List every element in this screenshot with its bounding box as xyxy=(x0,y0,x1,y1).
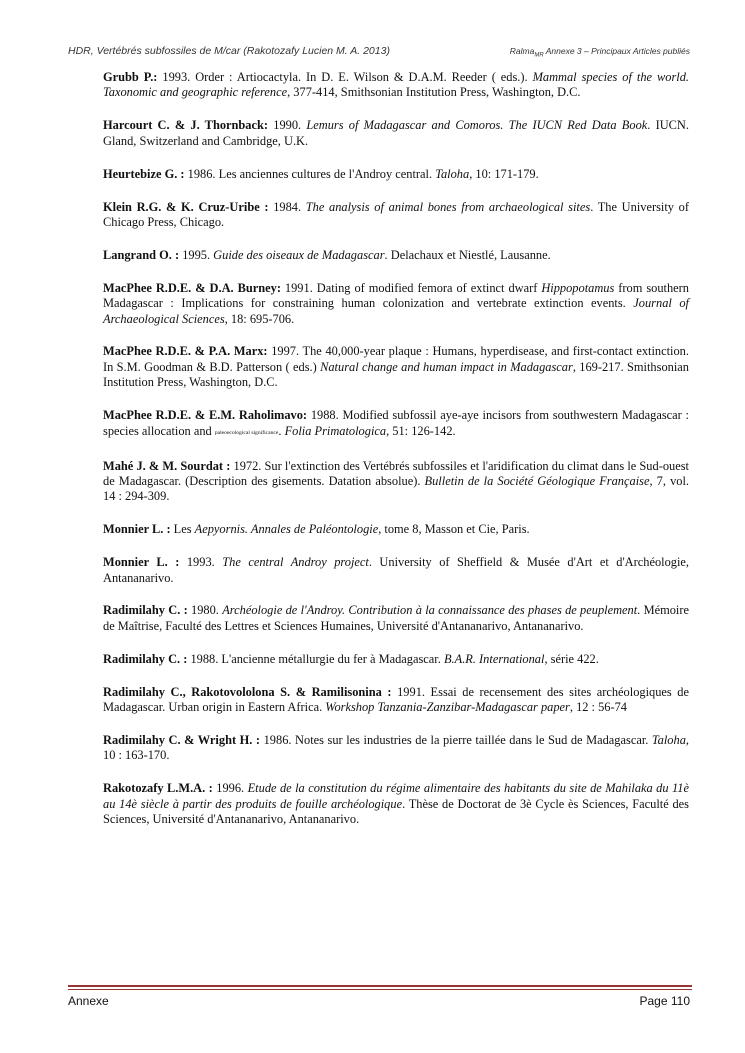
reference-text: , 18: 695-706. xyxy=(224,311,295,326)
reference-text: . xyxy=(278,423,285,438)
reference-entry xyxy=(103,408,689,441)
reference-author: Radimilahy C. & Wright H. : xyxy=(103,732,261,747)
reference-author: MacPhee R.D.E. & D.A. Burney: xyxy=(103,280,281,295)
reference-author: Radimilahy C., Rakotovololona S. & Ramilisonina : xyxy=(103,684,392,699)
reference-title: B.A.R. International xyxy=(443,651,545,666)
header-left-text: HDR, Vertébrés subfossiles de M/car (Rakotozafy Lucien M. A. 2013) xyxy=(68,45,390,57)
reference-author: Monnier L. : xyxy=(103,522,171,537)
reference-title: The central Androy project xyxy=(222,555,369,570)
reference-text: , série 422. xyxy=(544,651,599,666)
reference-entry xyxy=(103,200,689,231)
reference-entry xyxy=(103,522,689,537)
reference-text: , 10 : 163-170. xyxy=(103,732,689,763)
reference-entry xyxy=(103,459,689,505)
reference-entry xyxy=(103,781,689,827)
reference-title: Workshop Tanzania-Zanzibar-Madagascar paper xyxy=(325,700,570,715)
reference-author: Grubb P.: xyxy=(103,70,158,84)
reference-author: MacPhee R.D.E. & E.M. Raholimavo: xyxy=(103,408,308,423)
reference-text: . Delachaux et Niestlé, Lausanne. xyxy=(384,247,551,262)
reference-text: 1988. Modified subfossil aye-aye incisors from southwestern Madagascar : species allocation and xyxy=(103,408,689,438)
reference-text: , 51: 126-142. xyxy=(386,423,456,438)
reference-text: . IUCN. Gland, Switzerland and Cambridge, U.K. xyxy=(103,118,689,148)
reference-title: Natural change and human impact in Madagascar xyxy=(320,359,573,374)
reference-title: Guide des oiseaux de Madagascar xyxy=(213,247,385,262)
footer-rule-thick xyxy=(68,985,692,987)
reference-small-text: paleoecological significance xyxy=(214,429,279,436)
reference-author: Langrand O. : xyxy=(103,247,180,262)
reference-entry xyxy=(103,281,689,327)
header-right-sub: MR xyxy=(534,52,544,59)
reference-text: , tome 8, Masson et Cie, Paris. xyxy=(378,522,530,537)
reference-text: 1993. xyxy=(179,555,223,570)
reference-entry xyxy=(103,344,689,390)
header-right-pre: Ralma xyxy=(509,46,535,56)
reference-title: Etude de la constitution du régime alimentaire des habitants du site de Mahilaka du 11è au 14è siècle à partir des produits de fouille archéologique xyxy=(103,781,689,811)
footer-rule-thin xyxy=(68,989,692,990)
reference-text: , 10: 171-179. xyxy=(469,166,539,181)
header-right-post: Annexe 3 – Principaux Articles publiés xyxy=(543,46,690,56)
reference-entry xyxy=(103,118,689,149)
reference-author: Radimilahy C. : xyxy=(103,603,188,618)
reference-author: Rakotozafy L.M.A. : xyxy=(103,781,213,796)
reference-text: , 377-414, Smithsonian Institution Press, Washington, D.C. xyxy=(287,85,581,100)
reference-title: Taloha xyxy=(651,732,686,747)
reference-text: 1986. Notes sur les industries de la pierre taillée dans le Sud de Madagascar. xyxy=(260,732,652,747)
reference-entry xyxy=(103,70,689,101)
reference-entry xyxy=(103,733,689,764)
reference-author: Radimilahy C. : xyxy=(103,651,188,666)
reference-title: Hippopotamus xyxy=(541,280,615,295)
reference-title: Aepyornis. Annales de Paléontologie xyxy=(194,522,379,537)
reference-author: Monnier L. : xyxy=(103,555,180,570)
reference-text: . The University of Chicago Press, Chicago. xyxy=(103,199,689,229)
reference-title: The analysis of animal bones from archaeological sites xyxy=(305,199,591,214)
reference-author: Harcourt C. & J. Thornback: xyxy=(103,118,269,133)
reference-text: . Mémoire de Maîtrise, Faculté des Lettres et Sciences Humaines, Université d'Antananarivo, Antananarivo. xyxy=(103,603,689,633)
reference-entry xyxy=(103,652,689,667)
reference-title: Mammal species of the world. Taxonomic and geographic reference xyxy=(103,70,689,100)
reference-title: Lemurs of Madagascar and Comoros. The IUCN Red Data Book xyxy=(306,118,648,133)
reference-text: . University of Sheffield & Musée d'Art et d'Archéologie, Antananarivo. xyxy=(103,555,690,585)
reference-text: 1995. xyxy=(179,247,214,262)
reference-entry xyxy=(103,167,689,182)
reference-text: Les xyxy=(170,522,195,537)
reference-title: Taloha xyxy=(435,166,470,181)
reference-text: , 12 : 56-74 xyxy=(569,700,628,715)
reference-entry xyxy=(103,555,689,586)
reference-entry xyxy=(103,248,689,263)
reference-text: 1984. xyxy=(268,199,306,214)
page-number: Page 110 xyxy=(639,994,690,1008)
reference-text: 1993. Order : Artiocactyla. In D. E. Wilson & D.A.M. Reeder ( eds.). xyxy=(157,70,533,84)
reference-entry xyxy=(103,685,689,716)
reference-author: Klein R.G. & K. Cruz-Uribe : xyxy=(103,199,269,214)
reference-title: Bulletin de la Société Géologique Française xyxy=(424,473,650,488)
reference-text: 1997. The 40,000-year plaque : Humans, hyperdisease, and first-contact extinction. In S.M. Goodman & B.D. Patterson ( eds.) xyxy=(103,344,689,374)
reference-text: . Thèse de Doctorat de 3è Cycle ès Sciences, Faculté des Sciences, Université d'Antananarivo, Antananarivo. xyxy=(103,796,689,827)
reference-text: 1988. L'ancienne métallurgie du fer à Madagascar. xyxy=(187,651,444,666)
reference-author: Heurtebize G. : xyxy=(103,166,185,181)
footer-section-label: Annexe xyxy=(68,994,109,1008)
reference-entry xyxy=(103,603,689,634)
reference-text: , 169-217. Smithsonian Institution Press, Washington, D.C. xyxy=(103,359,689,390)
reference-title: Archéologie de l'Androy. Contribution à la connaissance des phases de peuplement xyxy=(222,603,638,618)
reference-text: 1986. Les anciennes cultures de l'Androy central. xyxy=(184,166,436,181)
reference-author: Mahé J. & M. Sourdat : xyxy=(103,458,231,473)
reference-journal: Journal of Archaeological Sciences xyxy=(103,296,689,326)
reference-text: 1990. xyxy=(268,118,307,133)
reference-text: from southern Madagascar : Implications for constraining human colonization and vertebrate extinction events. xyxy=(103,280,690,311)
reference-text: 1991. Essai de recensement des sites archéologiques de Madagascar. Urban origin in Eastern Africa. xyxy=(103,684,690,715)
reference-text: 1996. xyxy=(212,781,248,796)
reference-list xyxy=(103,70,689,845)
reference-text: 1972. Sur l'extinction des Vertébrés subfossiles et l'aridification du climat dans le Sud-ouest de Madagascar. (Description des gisements. Datation absolue). xyxy=(103,458,689,488)
reference-text: 1980. xyxy=(187,603,223,618)
reference-title: Folia Primatologica xyxy=(284,423,387,438)
header-right-text xyxy=(510,46,690,59)
reference-text: 1991. Dating of modified femora of extinct dwarf xyxy=(280,280,542,295)
reference-text: , 7, vol. 14 : 294-309. xyxy=(103,473,689,504)
reference-author: MacPhee R.D.E. & P.A. Marx: xyxy=(103,344,268,359)
